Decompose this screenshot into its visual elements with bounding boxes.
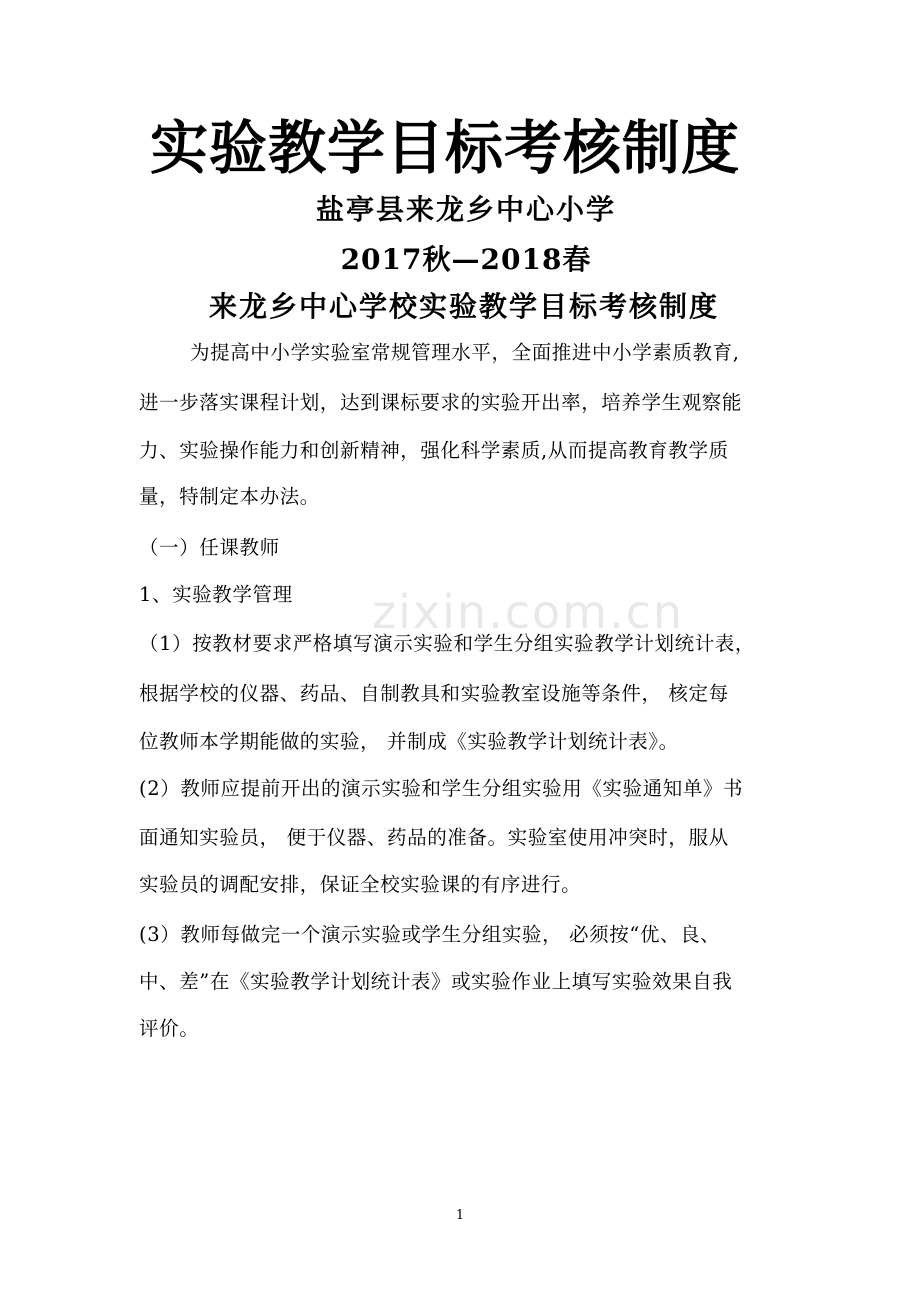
body-line: 为提高中小学实验室常规管理水平，全面推进中小学素质教育, [190, 341, 740, 364]
watermark: zixin.com.cn [372, 585, 685, 639]
body-line: 位教师本学期能做的实验， 并制成《实验教学计划统计表》。 [139, 730, 679, 753]
body-line: 面通知实验员， 便于仪器、药品的准备。实验室使用冲突时，服从 [139, 826, 729, 849]
subsection-heading: 1、实验教学管理 [139, 583, 293, 606]
body-line: 力、实验操作能力和创新精神，强化科学素质,从而提高教育教学质 [139, 439, 729, 462]
body-line: 实验员的调配安排，保证全校实验课的有序进行。 [139, 873, 582, 896]
document-title: 实验教学目标考核制度 [149, 114, 740, 182]
body-line: 根据学校的仪器、药品、自制教具和实验教室设施等条件， 核定每 [139, 682, 729, 705]
body-line: 评价。 [139, 1017, 200, 1040]
document-subtitle: 来龙乡中心学校实验教学目标考核制度 [208, 290, 719, 323]
section-heading: （一）任课教师 [139, 536, 280, 559]
body-line: 量，特制定本办法。 [139, 485, 320, 508]
body-line: (2）教师应提前开出的演示实验和学生分组实验用《实验通知单》书 [139, 777, 744, 800]
term-label: 2017秋—2018春 [340, 243, 592, 276]
body-line: （1）按教材要求严格填写演示实验和学生分组实验教学计划统计表， [139, 632, 756, 655]
body-line: 中、差”在《实验教学计划统计表》或实验作业上填写实验效果自我 [139, 970, 733, 993]
body-line: (3）教师每做完一个演示实验或学生分组实验， 必须按“优、良、 [139, 923, 721, 946]
school-name: 盐亭县来龙乡中心小学 [315, 193, 616, 226]
page-number: 1 [455, 1208, 465, 1223]
body-line: 进一步落实课程计划，达到课标要求的实验开出率，培养学生观察能 [139, 391, 743, 414]
